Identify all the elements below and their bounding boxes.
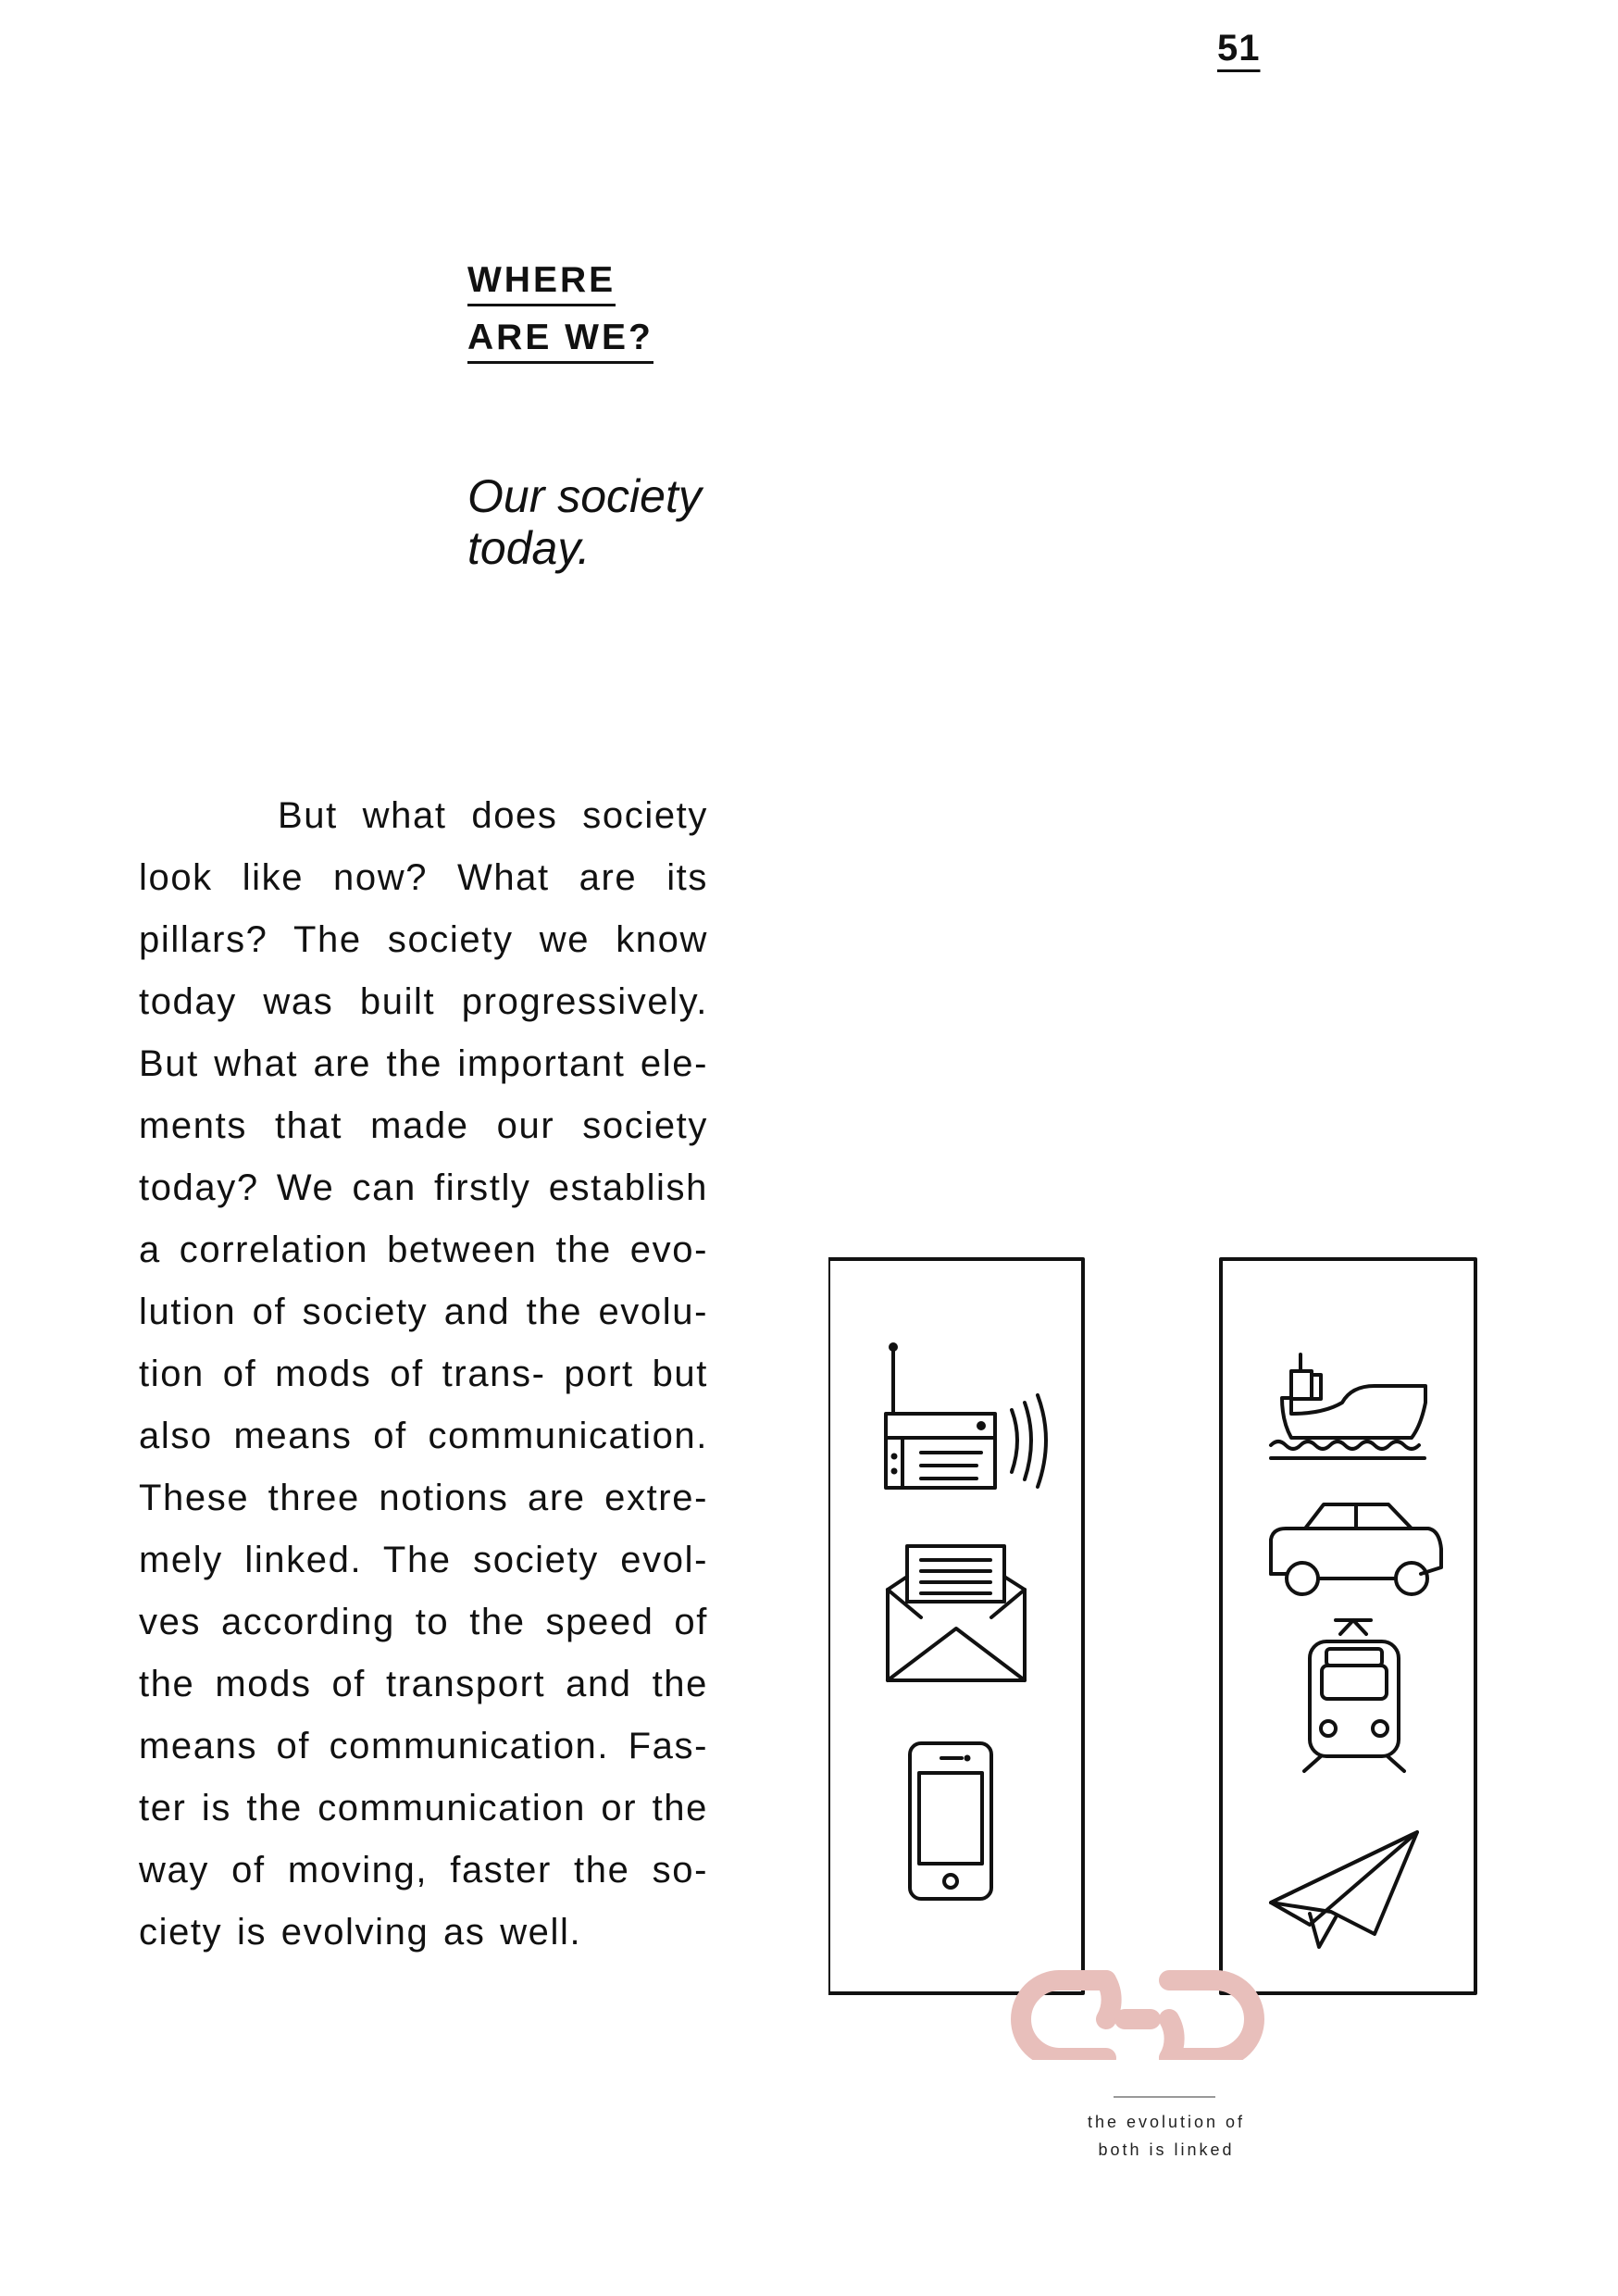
caption-line-1: the evolution of (1087, 2113, 1246, 2131)
subtitle-line-1: Our society (467, 470, 702, 522)
caption-line-2: both is linked (1098, 2140, 1235, 2159)
heading-line-1: WHERE (467, 257, 616, 306)
ship-icon (1271, 1354, 1425, 1458)
section-heading (467, 252, 653, 367)
page-number: 51 (1217, 28, 1261, 69)
smartphone-icon (910, 1743, 991, 1899)
transport-communication-illustration (828, 1254, 1495, 2060)
body-paragraph: But what does society look like now? What are its pillars? The society we know today was built progressively. But what are the important ele-ments that made our society today? We can firstly establish a correlation between the evo-lution of society and the evolu-tion of mods of trans- port but also means of communication. These three notions are extre-mely linked. The society evol-ves according to the speed of the mods of transport and the means of communication. Fas-ter is the communication or the way of moving, faster the so-ciety is evolving as well. (139, 795, 708, 1953)
radio-icon (886, 1344, 1046, 1488)
subtitle-line-2: today. (467, 522, 591, 574)
paper-plane-icon (1271, 1832, 1417, 1947)
envelope-icon (888, 1546, 1025, 1680)
illustration-caption (1074, 2108, 1259, 2164)
heading-line-2: ARE WE? (467, 315, 653, 364)
tram-icon (1304, 1620, 1404, 1771)
section-subtitle (467, 470, 764, 574)
caption-divider (1114, 2096, 1215, 2098)
car-icon (1271, 1504, 1441, 1594)
